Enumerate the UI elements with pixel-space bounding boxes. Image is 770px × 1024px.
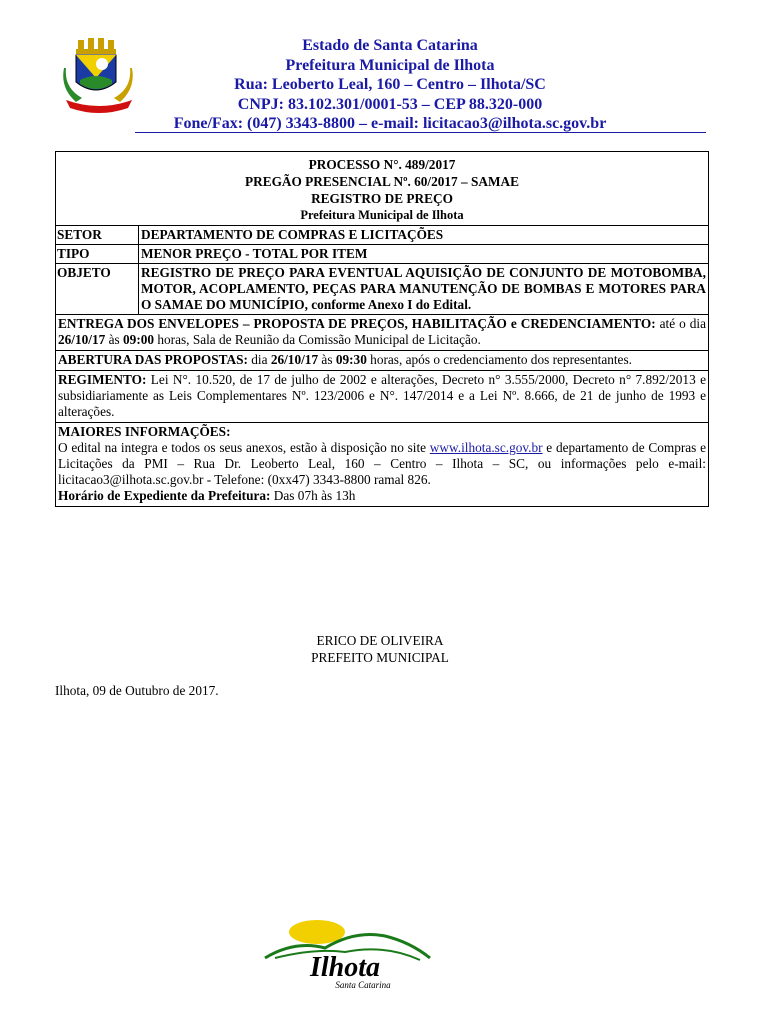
horario-value: Das 07h às 13h — [270, 488, 356, 503]
orgao-name: Prefeitura Municipal de Ilhota — [300, 208, 464, 222]
tipo-row — [56, 245, 708, 264]
logo-subtitle: Santa Catarina — [335, 980, 391, 990]
objeto-label: OBJETO — [56, 264, 139, 314]
abertura-cell — [56, 351, 708, 371]
objeto-value: REGISTRO DE PREÇO PARA EVENTUAL AQUISIÇÃO DE CONJUNTO DE MOTOBOMBA, MOTOR, ACOPLAMENTO, PEÇAS PARA MANUTENÇÃO DE BOMBAS E MOTORES PARA O SAMAE DO MUNICÍPIO, conforme Anexo I do Edital. — [141, 265, 706, 312]
municipal-crest-icon — [62, 38, 136, 114]
header-divider — [135, 132, 706, 133]
entrega-date: 26/10/17 — [58, 332, 106, 347]
abertura-time: 09:30 — [335, 352, 367, 367]
letterhead — [140, 36, 640, 134]
header-address: Rua: Leoberto Leal, 160 – Centro – Ilhota/SC — [234, 76, 546, 94]
entrega-time: 09:00 — [123, 332, 155, 347]
entrega-text1: até o dia — [655, 316, 706, 331]
signer-role: PREFEITO MUNICIPAL — [311, 650, 449, 665]
abertura-text3: horas, após o credenciamento dos representantes. — [366, 352, 632, 367]
header-contact: Fone/Fax: (047) 3343-8800 – e-mail: licitacao3@ilhota.sc.gov.br — [173, 115, 607, 133]
signature-block — [180, 632, 580, 666]
registro-title: REGISTRO DE PREÇO — [311, 191, 453, 206]
logo-name: Ilhota — [309, 952, 381, 983]
entrega-text3: horas, Sala de Reunião da Comissão Municipal de Licitação. — [154, 332, 481, 347]
tipo-label: TIPO — [56, 245, 139, 263]
setor-label: SETOR — [56, 226, 139, 244]
abertura-text1: dia — [247, 352, 271, 367]
horario-label: Horário de Expediente da Prefeitura: — [58, 488, 271, 503]
entrega-cell — [56, 315, 708, 351]
header-state: Estado de Santa Catarina — [302, 37, 478, 54]
objeto-row — [56, 264, 708, 315]
abertura-date: 26/10/17 — [270, 352, 319, 367]
header-cnpj: CNPJ: 83.102.301/0001-53 – CEP 88.320-000 — [237, 95, 543, 113]
entrega-text2: às — [105, 332, 124, 347]
maiores-text2: e departamento de Compras e Licitações da PMI – Rua Dr. Leoberto Leal, 160 – Centro – Ilhota – SC, ou informações pelo e-mail: licitacao3@ilhota.sc.gov.br - Telefone: (0xx47) 3343-8800 ramal 826. — [58, 440, 706, 487]
setor-value: DEPARTAMENTO DE COMPRAS E LICITAÇÕES — [141, 227, 444, 242]
setor-row — [56, 226, 708, 245]
maiores-label: MAIORES INFORMAÇÕES: — [58, 424, 231, 439]
entrega-label: ENTREGA DOS ENVELOPES – PROPOSTA DE PREÇOS, HABILITAÇÃO e CREDENCIAMENTO: — [58, 316, 656, 331]
pregao-number: PREGÃO PRESENCIAL Nº. 60/2017 – SAMAE — [244, 174, 520, 189]
regimento-label: REGIMENTO: — [58, 372, 147, 387]
signer-name: ERICO DE OLIVEIRA — [316, 633, 444, 648]
regimento-text: Lei N°. 10.520, de 17 de julho de 2002 e alterações, Decreto n° 3.555/2000, Decreto n° 7.892/2013 e subsidiariamente as Leis Complementares Nº. 123/2006 e N°. 147/2014 e a Lei Nº. 8.666, de 21 de junho de 1993 e alterações. — [58, 372, 706, 419]
maiores-cell — [56, 423, 708, 506]
site-link[interactable]: www.ilhota.sc.gov.br — [429, 440, 543, 455]
process-block — [56, 152, 708, 226]
notice-table — [55, 151, 709, 507]
regimento-cell — [56, 371, 708, 423]
tipo-value: MENOR PREÇO - TOTAL POR ITEM — [141, 246, 368, 261]
header-prefeitura: Prefeitura Municipal de Ilhota — [285, 56, 495, 74]
abertura-label: ABERTURA DAS PROPOSTAS: — [58, 352, 248, 367]
date-line: Ilhota, 09 de Outubro de 2017. — [55, 683, 219, 698]
ilhota-logo-icon — [255, 918, 435, 992]
process-number: PROCESSO N°. 489/2017 — [308, 157, 456, 172]
maiores-text1: O edital na integra e todos os seus anexos, estão à disposição no site — [58, 440, 430, 455]
abertura-text2: às — [318, 352, 336, 367]
